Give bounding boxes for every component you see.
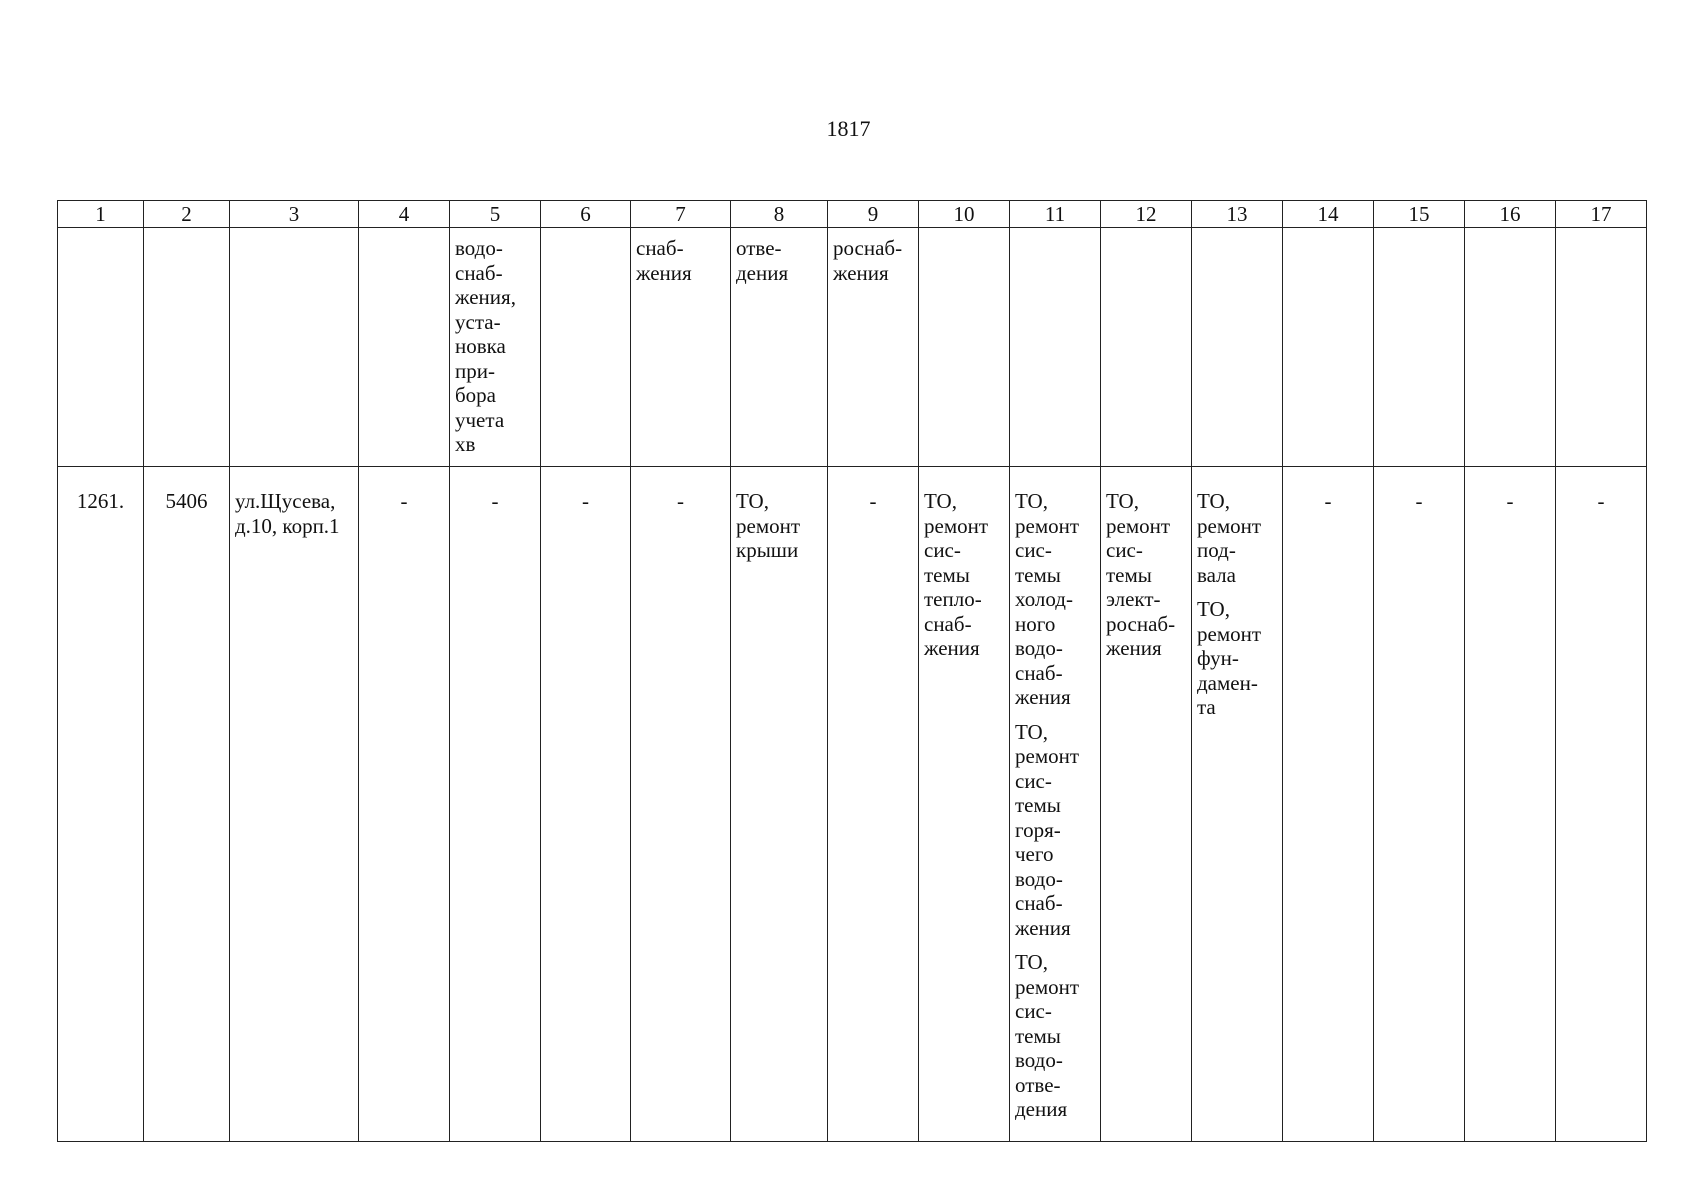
table-cell <box>1010 228 1101 467</box>
cell-text-line: жения <box>1106 636 1162 660</box>
cont-cell-col9 <box>828 228 919 467</box>
column-number: 12 <box>1101 201 1192 228</box>
work-item <box>924 489 1004 661</box>
cell-text-line: темы <box>1106 562 1152 587</box>
cell-text-line: ремонт <box>1015 744 1080 768</box>
cell-text-line: сис- <box>1015 999 1052 1023</box>
table-cell <box>359 228 450 467</box>
column-number: 10 <box>919 201 1010 228</box>
cell-text-line: сис- <box>1106 538 1143 562</box>
column-number: 17 <box>1556 201 1647 228</box>
cell-text-line: бора <box>455 383 497 407</box>
column-number: 7 <box>631 201 731 228</box>
column-number: 6 <box>541 201 631 228</box>
cell-text-line: ремонт <box>736 513 801 538</box>
table-cell <box>1101 228 1192 467</box>
table-cell <box>919 228 1010 467</box>
cell-col10 <box>919 467 1010 1142</box>
cell-text-line: ТО, <box>1197 597 1230 621</box>
cell-text-line: темы <box>1015 562 1061 587</box>
cell-text-line: новка <box>455 334 506 358</box>
table-cell <box>230 228 359 467</box>
column-number: 4 <box>359 201 450 228</box>
cell-col17: - <box>1556 467 1647 1142</box>
cell-text-line: водо- <box>1015 866 1063 891</box>
cell-text-line: водо- <box>1015 636 1063 660</box>
column-number: 14 <box>1283 201 1374 228</box>
table-cell <box>1556 228 1647 467</box>
cell-col13 <box>1192 467 1283 1142</box>
address-cell <box>230 467 359 1142</box>
column-number: 16 <box>1465 201 1556 228</box>
cell-col12 <box>1101 467 1192 1142</box>
cell-text-line: под- <box>1197 538 1236 562</box>
cell-text-line: ремонт <box>1197 621 1262 646</box>
cell-text-line: роснаб- <box>1106 611 1176 636</box>
cell-col8 <box>731 467 828 1142</box>
cell-text-line: темы <box>924 562 970 587</box>
cell-text-line: ТО, <box>1197 489 1230 513</box>
cell-col5: - <box>450 467 541 1142</box>
cell-text-line: отве- <box>1015 1072 1061 1097</box>
cell-text-line: сис- <box>1015 768 1052 793</box>
cell-col15: - <box>1374 467 1465 1142</box>
cell-text-line: ремонт <box>1197 513 1262 538</box>
cell-text-line: отве- <box>736 236 782 260</box>
cell-text-line: жения <box>833 260 889 285</box>
cell-text-line: ремонт <box>1015 974 1080 999</box>
table-cell <box>541 228 631 467</box>
cell-text-line: сис- <box>1015 538 1052 562</box>
cell-text-line: чего <box>1015 842 1054 866</box>
cell-text-line: ТО, <box>1015 489 1048 513</box>
cell-text-line: ремонт <box>924 513 989 538</box>
building-code: 5406 <box>144 467 230 1142</box>
cell-col4: - <box>359 467 450 1142</box>
table-cell <box>58 228 144 467</box>
cell-col11 <box>1010 467 1101 1142</box>
cell-text-line: снаб- <box>924 611 972 636</box>
cell-text-line: роснаб- <box>833 236 903 260</box>
cell-text-line: жения <box>636 260 692 285</box>
cell-col6: - <box>541 467 631 1142</box>
work-item <box>1197 597 1277 720</box>
cell-text-line: ТО, <box>1106 489 1139 513</box>
column-number: 3 <box>230 201 359 228</box>
cell-text-line: дамен- <box>1197 670 1258 695</box>
cell-text-line: ного <box>1015 611 1056 636</box>
address-line: ул.Щусева, <box>235 489 336 513</box>
address-line: д.10, корп.1 <box>235 513 340 538</box>
cell-text-line: ремонт <box>1106 513 1171 538</box>
column-number: 9 <box>828 201 919 228</box>
cell-text-line: снаб- <box>455 260 503 285</box>
cell-text-line: горя- <box>1015 817 1061 842</box>
work-item <box>1197 489 1277 587</box>
column-number: 11 <box>1010 201 1101 228</box>
column-number: 1 <box>58 201 144 228</box>
table-cell <box>1192 228 1283 467</box>
cell-text-line: водо- <box>1015 1048 1063 1072</box>
cell-text-line: элект- <box>1106 587 1161 611</box>
work-item <box>736 489 822 563</box>
table-cell <box>1374 228 1465 467</box>
cell-col14: - <box>1283 467 1374 1142</box>
continuation-row <box>58 228 1647 467</box>
cell-text-line: ТО, <box>1015 950 1048 974</box>
cell-text-line: ТО, <box>736 489 769 513</box>
column-number: 13 <box>1192 201 1283 228</box>
cell-text-line: ремонт <box>1015 513 1080 538</box>
cell-text-line: жения, <box>455 285 516 309</box>
cell-text-line: снаб- <box>1015 891 1063 915</box>
work-item <box>1106 489 1186 661</box>
cell-text-line: темы <box>1015 1023 1061 1048</box>
cell-text-line: жения <box>1015 685 1071 709</box>
cell-text-line: уста- <box>455 309 501 334</box>
cell-text-line: снаб- <box>1015 660 1063 685</box>
cell-text-line: жения <box>924 636 980 660</box>
cell-text-line: ТО, <box>924 489 957 513</box>
table-cell <box>1465 228 1556 467</box>
column-number-row <box>58 201 1647 228</box>
cell-text-line: фун- <box>1197 646 1239 670</box>
column-number: 5 <box>450 201 541 228</box>
cell-text-line: дения <box>1015 1097 1068 1121</box>
work-item <box>1015 489 1095 710</box>
cell-col9: - <box>828 467 919 1142</box>
cell-text-line: тепло- <box>924 587 982 611</box>
cell-text-line: дения <box>736 260 789 285</box>
table-cell <box>144 228 230 467</box>
column-number: 8 <box>731 201 828 228</box>
cell-text-line: темы <box>1015 793 1061 817</box>
cell-text-line: жения <box>1015 915 1071 940</box>
cell-text-line: вала <box>1197 562 1236 587</box>
table-row <box>58 467 1647 1142</box>
works-table <box>57 200 1647 1142</box>
cell-text-line: та <box>1197 695 1216 719</box>
cont-cell-col5 <box>450 228 541 467</box>
cell-text-line: сис- <box>924 538 961 562</box>
table-cell <box>1283 228 1374 467</box>
cell-text-line: при- <box>455 358 495 383</box>
work-item <box>1015 950 1095 1122</box>
cell-text-line: хв <box>455 432 476 456</box>
cell-text-line: снаб- <box>636 236 684 260</box>
column-number: 15 <box>1374 201 1465 228</box>
cell-col7: - <box>631 467 731 1142</box>
cont-cell-col8 <box>731 228 828 467</box>
cell-text-line: ТО, <box>1015 719 1048 744</box>
cont-cell-col7 <box>631 228 731 467</box>
cell-col16: - <box>1465 467 1556 1142</box>
cell-text-line: холод- <box>1015 587 1073 611</box>
row-number: 1261. <box>58 467 144 1142</box>
cell-text-line: крыши <box>736 538 799 562</box>
cell-text-line: учета <box>455 407 505 432</box>
column-number: 2 <box>144 201 230 228</box>
page-number: 1817 <box>826 116 871 141</box>
cell-text-line: водо- <box>455 236 503 260</box>
work-item <box>1015 720 1095 941</box>
